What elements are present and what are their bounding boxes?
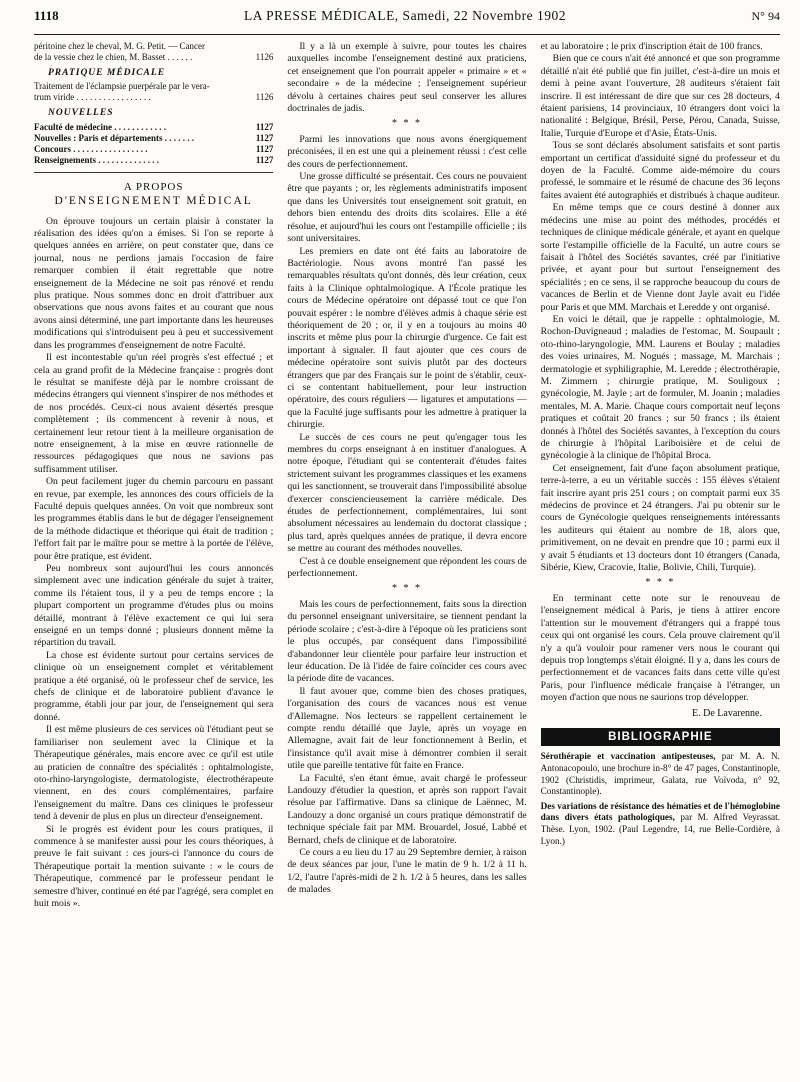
divider <box>34 172 273 173</box>
paragraph: On éprouve toujours un certain plaisir à constater la réalisation des idées qu'on a émises. Si l'on se reporte à quelques années en arrière, on peut constater que, dans ce journal, nous ne perdions jamais l'occasion de faire remarquer combien il était regrettable que notre enseignement de la Médecine ne soit pas rénové et rendu plus pratique. Nous sommes donc en droit d'attribuer aux observations que nous avons faites et au courant que nous avons ainsi déterminé, une part importante dans les heureuses modifications qui s'introduisent peu à peu et successivement dans les programmes d'enseignement de notre Faculté. <box>34 215 274 351</box>
paragraph: Mais les cours de perfectionnement, faits sous la direction du personnel enseignant universitaire, se tiennent pendant la période scolaire ; c'est-à-dire à l'époque où les praticiens sont le plus occupés, par conséquent dans l'impossibilité d'abandonner leur clientèle pour parfaire leur instruction et leur éducation. De là l'idée de faire coïncider ces cours avec la période dite de vacances. <box>287 598 527 685</box>
list-item: Sérothérapie et vaccination antipesteuses, par M. A. N. Antonacopoulo, une brochure in-8° de 47 pages, Constantinople, 1902 (Christidis, imprimeur, Galata, rue Voïvoda, n° 92, Constantinople). <box>540 751 780 797</box>
column-2 <box>287 41 526 1071</box>
toc-row: Concours . . . . . . . . . . . . . . . . . 1127 <box>34 143 274 154</box>
article-title: A PROPOS <box>123 180 184 193</box>
paragraph: La Faculté, s'en étant émue, avait chargé le professeur Landouzy d'étudier la question, et après son rapport l'avait résolue par l'affirmative. Dans sa clinique de Laënnec, M. Landouzy a donc organisé un cours pratique démonstratif de technique spéciale fait par MM. Brouardel, Josué, Labbé et Bernard, chefs de clinique et de laboratoire. <box>287 772 527 846</box>
paragraph: Les premiers en date ont été faits au laboratoire de Bactériologie. Nous avons montré l'an passé les remarquables résultats qu'ont donnés, dès leur création, ceux faits à la Clinique ophtalmologique. A l'École pratique les cours de Médecine opératoire ont dépassé tout ce que l'on pouvait espérer : le nombre d'élèves admis à chaque série est théoriquement de 20 ; or, il y en a toujours au moins 40 inscrits et même plus pour la chirurgie d'urgence. Ce fait est important à signaler. Il faut ajouter que ces cours de médecine opératoire sont suivis plutôt par des docteurs étrangers que par des Français sur le point de s'établir, ceux-ci se contentant habituellement, pour leur instruction opératoire, des cours réguliers — ligatures et amputations — que la Faculté juge suffisants pour les admettre à pratiquer la chirurgie. <box>287 245 527 431</box>
paragraph: Cet enseignement, fait d'une façon absolument pratique, terre-à-terre, a eu un véritable succès : 155 élèves s'étaient fait inscrire ayant pris 251 cours ; on comptait parmi eux 35 médecins de province et 24 étrangers. J'ai pu obtenir sur le cours de Gynécologie quelques renseignements intéressants les auditeurs qui étaient au nombre de 18, alors que, primitivement, on ne devait en prendre que 10 ; parmi eux il y avait 5 étudiants et 13 docteurs dont 10 étrangers (Canada, Sibérie, Kiew, Cracovie, Italie, Bolivie, Chili, Turquie). <box>540 462 780 574</box>
paragraph: Il est incontestable qu'un réel progrès s'est effectué ; et cela au grand profit de la Médecine française : progrès dont le résultat se manifeste déjà par le nombre croissant de médecins étrangers qui viennent s'inspirer de nos méthodes et de nos procédés. Ceux-ci nous avaient désertés presque complètement ; ils commencent à revenir à nous, et certainement leur retour tient à la meilleure organisation de notre enseignement, à la mise en œuvre rationnelle de ressources pédagogiques que nous ne savions pas suffisamment utiliser. <box>34 352 274 475</box>
page-header <box>34 8 780 35</box>
paragraph: Peu nombreux sont aujourd'hui les cours annoncés simplement avec une indication générale du sujet à traiter, comme ils l'étaient tous, il y a peu de temps encore ; la plupart comportent un programme d'études plus ou moins détaillé, montrant à l'élève exactement ce qui lui sera enseigné en un temps donné ; plusieurs donnent même la répartition du travail. <box>34 563 274 649</box>
paragraph: Parmi les innovations que nous avons énergiquement préconisées, il en est une qui a pleinement réussi : c'est celle des cours de perfectionnement. <box>287 133 527 170</box>
toc-row: trum viride . . . . . . . . . . . . . . . . . 1126 <box>34 92 274 103</box>
paragraph: Une grosse difficulté se présentait. Ces cours ne pouvaient être que payants ; or, les règlements administratifs imposent que dans les Universités tout enseignement soit gratuit, en dehors bien entendu des droits dits scolaires. Elle a été résolue, et aujourd'hui les cours ont l'estampille officielle ; ils sont universitaires. <box>287 171 527 245</box>
list-item: Des variations de résistance des hématies et de l'hémoglobine dans divers états pathologiques, par M. Alfred Veyrassat. Thèse. Lyon, 1902. (Paul Legendre, 14, rue Belle-Cordière, à Lyon.) <box>540 800 780 846</box>
section-separator: * * * <box>391 583 422 595</box>
toc-section-nouvelles: NOUVELLES <box>48 108 114 119</box>
issue-number: N° 94 <box>751 9 780 23</box>
paragraph: On peut facilement juger du chemin parcouru en passant en revue, par exemple, les annonces des cours officiels de la Faculté depuis quelques années. On voit que nombreux sont les programmes établis dans le but de dégager l'enseignement de la méthode didactique et théorique qui était de tradition ; l'effort fait par le maître pour se mettre à la portée de l'élève, pour être pratique, est évident. <box>34 476 274 562</box>
toc-row: Faculté de médecine . . . . . . . . . . . . 1127 <box>34 121 274 132</box>
paragraph: En terminant cette note sur le renouveau de l'enseignement médical à Paris, je tiens à attirer encore l'attention sur le mouvement d'étrangers qui a frappé tous ceux qui ont organisé les cours. Cela prouve clairement qu'il n'y a qu'à vouloir pour ramener vers nous le courant qui depuis trop longtemps s'était éloigné. Il y a, dans les cours de perfectionnement et de vacances faits dans cette ville qu'est Paris, pour l'influence médicale française à l'étranger, un moyen d'action que nous ne saurions trop développer. <box>540 592 780 704</box>
section-separator: * * * <box>645 577 676 589</box>
article-author: E. De Lavarenne. <box>692 707 762 719</box>
paragraph: Il faut avouer que, comme bien des choses pratiques, l'organisation des cours de vacances nous est venue d'Allemagne. Nos lecteurs se rappellent certainement le compte rendu détaillé que Jayle, après un voyage en Allemagne, avait fait de leur fonctionnement à Berlin, et l'insistance qu'il avait mise à démontrer combien il serait utile que pareille tentative fût faite en France. <box>287 685 527 772</box>
table-of-contents <box>34 41 273 166</box>
paragraph: Si le progrès est évident pour les cours pratiques, il commence à se manifester aussi pour les cours théoriques, à preuve le fait suivant : ces jours-ci l'annonce du cours de Thérapeutique portait la mention suivante : « le cours de Thérapeutique, commencé par le professeur pendant le semestre d'hiver, continué en été par l'agrégé, sera complet en huit mois ». <box>34 823 274 909</box>
toc-row: péritoine chez le cheval, M. G. Petit. — Cancer <box>34 41 205 51</box>
paragraph: Bien que ce cours n'ait été annoncé et que son programme détaillé n'ait été publié que fin juillet, c'est-à-dire un mois et demi à peine avant l'ouverture, 28 auditeurs s'étaient fait inscrire. Il est intéressant de dire que sur ces 28 docteurs, 4 étaient parisiens, 14 provinciaux, 10 étrangers dont voici la nationalité : Belgique, Brésil, Perse, Pérou, Canada, Suisse, Italie, Turquie d'Europe et d'Asie, États-Unis. <box>540 53 780 139</box>
toc-row: Renseignements . . . . . . . . . . . . . . 1127 <box>34 154 274 165</box>
column-1 <box>34 41 273 1071</box>
toc-row: de la vessie chez le chien, M. Basset . . . . . . 1126 <box>34 52 274 62</box>
columns <box>34 41 780 1071</box>
paragraph: et au laboratoire ; le prix d'inscription était de 100 francs. <box>540 41 763 52</box>
paragraph: Il est même plusieurs de ces services où l'étudiant peut se familiariser non seulement avec la Clinique et la Thérapeutique générales, mais encore avec ce qu'il est utile au praticien de connaître des spécialités : ophtalmologiste, oto-rhino-laryngologiste, dermatologiste, électrothérapeute viennent, en des cours complémentaires, parfaire l'enseignement du maître. Dans ces cliniques le professeur tend à devenir de plus en plus un directeur d'enseignement. <box>34 724 274 823</box>
paragraph: Le succès de ces cours ne peut qu'engager tous les membres du corps enseignant à en instituer d'analogues. A notre époque, l'étudiant qui se contenterait d'études faites strictement suivant les programmes classiques et les examens qui les sanctionnent, se trouverait dans l'impossibilité absolue d'exercer consciencieusement la carrière médicale. Des études de perfectionnement, complémentaires, lui sont absolument nécessaires au lendemain du doctorat classique ; plus tard, après quelques années de pratique, il devra encore se mettre au courant des méthodes nouvelles. <box>287 431 527 555</box>
paragraph: En voici le détail, que je rappelle : ophtalmologie, M. Rochon-Duvigneaud ; maladies de l'estomac, M. Soupault ; oto-rhino-laryngologie, MM. Laurens et Boulay ; maladies des voies urinaires, M. Nogués ; massage, M. Marchais ; dermatologie et syphiligraphie, M. Leredde ; électrothérapie, M. Zimmern ; chirurgie pratique, M. Souligoux ; gynécologie, M. Jayle ; art de formuler, M. Joanin ; maladies mentales, M. A. Marie. Chaque cours comportait neuf leçons pratiques et coûtait 20 francs ; sur 50 francs ; ils étaient donnés à l'hôtel des Sociétés savantes, à l'exception du cours de chirurgie à l'hôpital Lariboisière et de celui de gynécologie à la clinique de l'hôpital Broca. <box>540 313 780 462</box>
paragraph: Il y a là un exemple à suivre, pour toutes les chaires auxquelles incombe l'enseignement destiné aux praticiens, cet enseignement que l'on pourrait appeler « primaire » et « secondaire » de la médecine ; l'enseignement supérieur dévolu à certaines chaires peut seul conserver les allures doctrinales de jadis. <box>287 41 527 115</box>
toc-row: Traitement de l'éclampsie puerpérale par le vera- <box>34 81 210 92</box>
bibliographie-list <box>541 751 780 847</box>
paragraph: La chose est évidente surtout pour certains services de clinique où un enseignement complet et véritablement pratique a été organisé, où le professeur chef de service, les chefs de clinique et de laboratoire publient d'avance le programme, établi jour par jour, de l'enseignement qui sera donné. <box>34 649 274 723</box>
toc-section-pratique: PRATIQUE MÉDICALE <box>48 68 166 78</box>
page-number: 1118 <box>34 8 59 23</box>
paragraph: C'est à ce double enseignement que répondent les cours de perfectionnement. <box>287 555 527 580</box>
toc-row: Nouvelles : Paris et départements . . . . . . . 1127 <box>34 132 274 143</box>
section-separator: * * * <box>391 118 422 130</box>
column-3 <box>541 41 780 1071</box>
article-subtitle: D'ENSEIGNEMENT MÉDICAL <box>54 195 253 208</box>
paragraph: Ce cours a eu lieu du 17 au 29 Septembre dernier, à raison de deux séances par jour, l'une le matin de 9 h. 1/2 à 11 h. 1/2, l'autre l'après-midi de 2 h. 1/2 à 5 heures, dans les salles de malades <box>287 847 527 896</box>
journal-title: LA PRESSE MÉDICALE, Samedi, 22 Novembre 1902 <box>244 8 567 23</box>
bibliographie-heading: BIBLIOGRAPHIE <box>541 728 780 746</box>
paragraph: Tous se sont déclarés absolument satisfaits et sont partis emportant un certificat d'assiduité signé du professeur et du doyen de la Faculté. Comme aide-mémoire du cours professé, le sommaire et le résumé de chacune des 36 leçons faites avaient été autographiés et distribués à chaque auditeur. <box>540 140 780 201</box>
paragraph: En même temps que ce cours destiné à donner aux médecins une mise au point des méthodes, procédés et techniques de clinique médicale générale, et ayant en quelque sorte l'estampille officielle de la Faculté, un autre cours se faisait à l'hôtel des Sociétés savantes, créé par l'initiative privée, et ayant pour but surtout l'enseignement des spécialités ; en ce sens, il se rapproche beaucoup du cours de vacances de Berlin et de Vienne dont Jayle avait eu l'idée pour Paris et que MM. Marchais et Leredde y ont organisé. <box>540 202 780 313</box>
